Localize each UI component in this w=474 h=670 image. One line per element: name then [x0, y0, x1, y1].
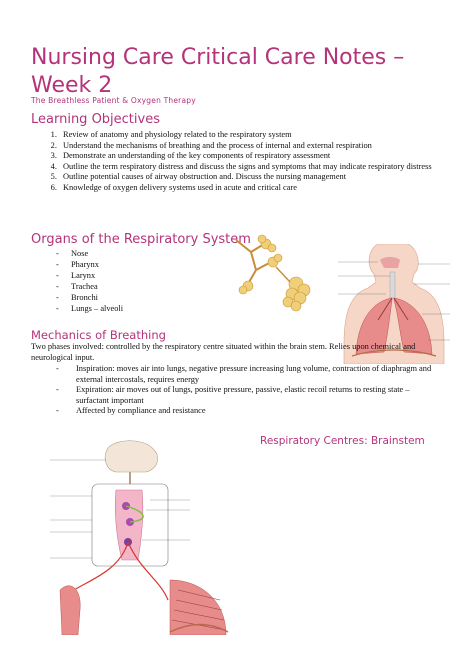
- organ-item: - Nose: [56, 248, 123, 259]
- mechanics-list: [56, 364, 440, 417]
- objective-item: 3. Demonstrate an understanding of the key components of respiratory assessment: [59, 151, 469, 162]
- brainstem-respiratory-centre-diagram: [50, 440, 230, 635]
- learning-objectives-heading: Learning Objectives: [31, 112, 160, 127]
- objective-item: 6. Knowledge of oxygen delivery systems used in acute and critical care: [59, 183, 469, 194]
- alveoli-illustration: [226, 232, 316, 312]
- document-title: Nursing Care Critical Care Notes – Week 2: [31, 45, 405, 98]
- objective-item: 4. Outline the term respiratory distress and discuss the signs and symptoms that may indicate respiratory distress: [59, 162, 469, 173]
- organ-item: - Lungs – alveoli: [56, 303, 123, 314]
- mechanics-intro: Two phases involved: controlled by the respiratory centre situated within the brain stem. Relies upon chemical and neurological input.: [31, 342, 416, 362]
- organs-heading: Organs of the Respiratory System: [31, 232, 251, 247]
- organ-item: - Pharynx: [56, 259, 123, 270]
- respiratory-centres-heading: Respiratory Centres: Brainstem: [260, 435, 425, 447]
- objective-item: 5. Outline potential causes of airway obstruction and. Discuss the nursing management: [59, 172, 469, 183]
- objective-item: 2. Understand the mechanisms of breathing and the process of internal and external respiration: [59, 141, 469, 152]
- document-subtitle: The Breathless Patient & Oxygen Therapy: [31, 96, 196, 105]
- mechanics-item: - Inspiration: moves air into lungs, negative pressure increasing lung volume, contraction of diaphragm and external intercostals, requires energy: [56, 364, 440, 385]
- mechanics-item: - Affected by compliance and resistance: [56, 406, 440, 417]
- learning-objectives-list: [31, 130, 469, 193]
- mechanics-heading: Mechanics of Breathing: [31, 328, 166, 342]
- organ-item: - Trachea: [56, 281, 123, 292]
- organs-list: [56, 248, 123, 314]
- objective-item: 1. Review of anatomy and physiology related to the respiratory system: [59, 130, 469, 141]
- organ-item: - Larynx: [56, 270, 123, 281]
- mechanics-item: - Expiration: air moves out of lungs, positive pressure, passive, elastic recoil returns to resting state – surfactant important: [56, 385, 440, 406]
- organ-item: - Bronchi: [56, 292, 123, 303]
